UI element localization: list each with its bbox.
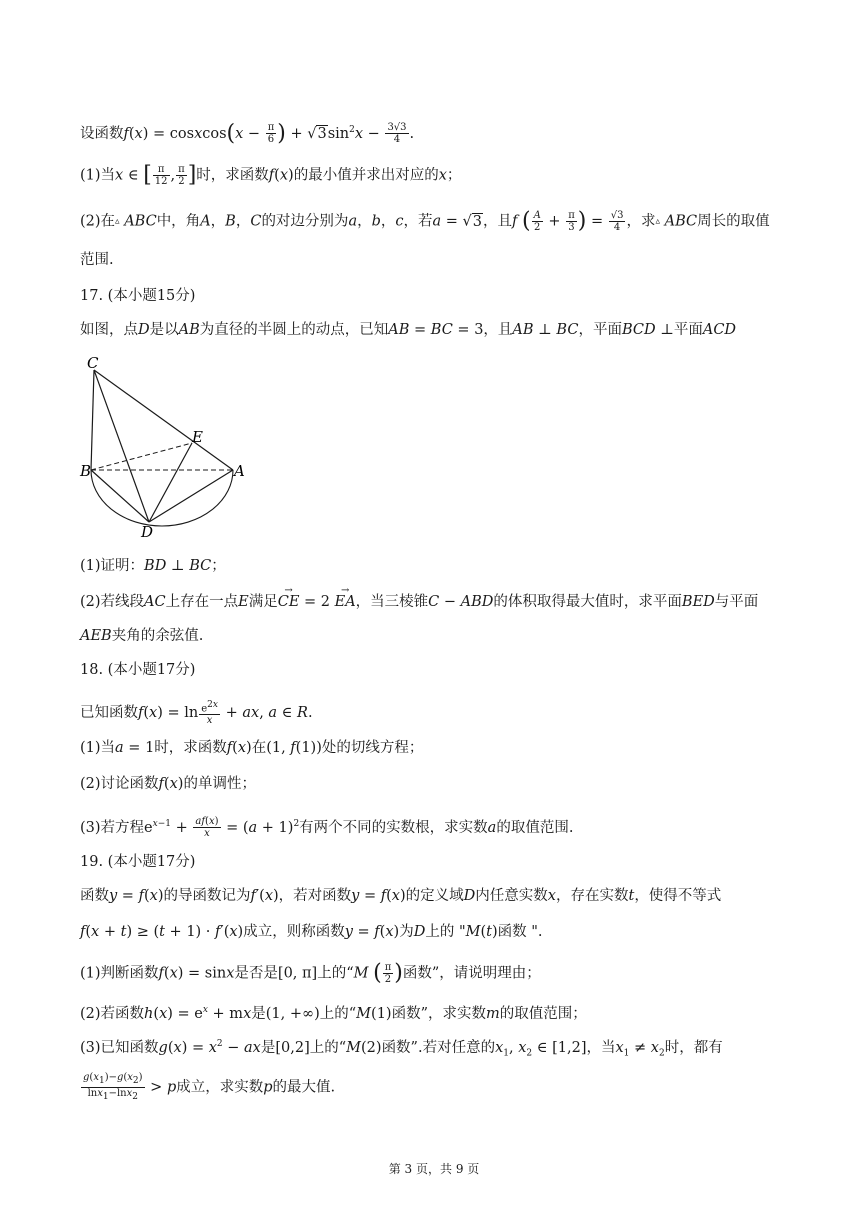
q17-part2: (2)若线段AC上存在一点E满足→ CE = 2 → EA，当三棱锥C − ABD的体积取得最大值时，求平面BED与平面 [80,592,758,612]
q18-part2: (2)讨论函数f(x)的单调性； [80,776,256,792]
q17-part2-wrap: AEB夹角的余弦值. [80,628,204,644]
q19-part1: (1)判断函数f(x) = sinx是否是[0, π]上的“M ( $\frac{\pi}{2}$ )函数”，请说明理由； [80,960,541,986]
edge-DA [149,470,233,522]
label-C: C [87,354,99,372]
q18-heading: 18. (本小题17分) [80,662,196,678]
q17-intro: 如图，点D是以AB为直径的半圆上的动点，已知AB = BC = 3，且AB ⊥ BC，平面BCD ⊥平面ACD [80,322,737,338]
q17-heading: 17. (本小题15分) [80,288,196,304]
q19-part3-wrap: $\frac{g(x_1)-g(x_2)}{\ln x_1-\ln x_2}$ > p成立，求实数p的最大值. [83,1072,336,1102]
edge-CD [94,370,149,522]
label-A: A [234,462,245,480]
q18-intro: 已知函数f(x) = ln $\frac{e^{2x}}{x}$ + ax, a ∈ R. [80,700,313,727]
page-footer: 第 3 页，共 9 页 [388,1162,480,1176]
q16-part2: (2)在▵ ABC中，角A，B，C的对边分别为a，b，c，若a = √3，且f ( $\frac{A}{2}$ + $\frac{\pi}{3}$ ) = $\frac{√3}{4}$ ，求▵ ABC周长的取值 [80,208,770,234]
q19-def: 函数y = f(x)的导函数记为f′(x)，若对函数y = f(x)的定义域D内任意实数x，存在实数t，使得不等式 [80,888,722,904]
edge-CA [94,370,233,470]
q16-part1: (1)当x ∈ [ $\frac{\pi}{12}$ , $\frac{\pi}{2}$ ]时，求函数f(x)的最小值并求出对应的x； [80,162,462,188]
q19-def2: f(x + t) ≥ (t + 1) · f′(x)成立，则称函数y = f(x)为D上的 "M(t)函数 ". [80,924,543,940]
q18-part1: (1)当a = 1时，求函数f(x)在(1, f(1))处的切线方程； [80,740,424,756]
edge-CB [91,370,94,470]
edge-BD [91,470,149,522]
q19-heading: 19. (本小题17分) [80,854,196,870]
q16-setup: 设函数f(x) = cosxcos(x − $\frac{\pi}{6}$ ) + $√3\sin^2x$ − $\frac{3√3}{4}$ . [80,120,415,146]
q17-part1: (1)证明：BD ⊥ BC； [80,558,226,574]
q16-part2-wrap: 范围. [80,252,114,268]
q19-part3: (3)已知函数$g(x) = x^2$ − ax是[0,2]上的“M(2)函数”.若对任意的$x_1$, $x_2$ ∈ [1,2]，当$x_1 \ne x_2$时，都有 [80,1039,723,1059]
label-E: E [192,428,203,446]
edge-BE [91,443,192,470]
edge-DE [149,443,192,522]
pyramid-figure [78,350,248,540]
label-B: B [80,462,92,480]
q18-part3: (3)若方程$e^{x-1}$ + $\frac{af(x)}{x}$ = $(a + 1)^2$有两个不同的实数根，求实数a的取值范围. [80,816,574,840]
label-D: D [141,523,154,540]
q19-part2: (2)若函数$h(x) = e^x$ + mx是(1, +∞)上的“M(1)函数”，求实数m的取值范围； [80,1005,587,1022]
